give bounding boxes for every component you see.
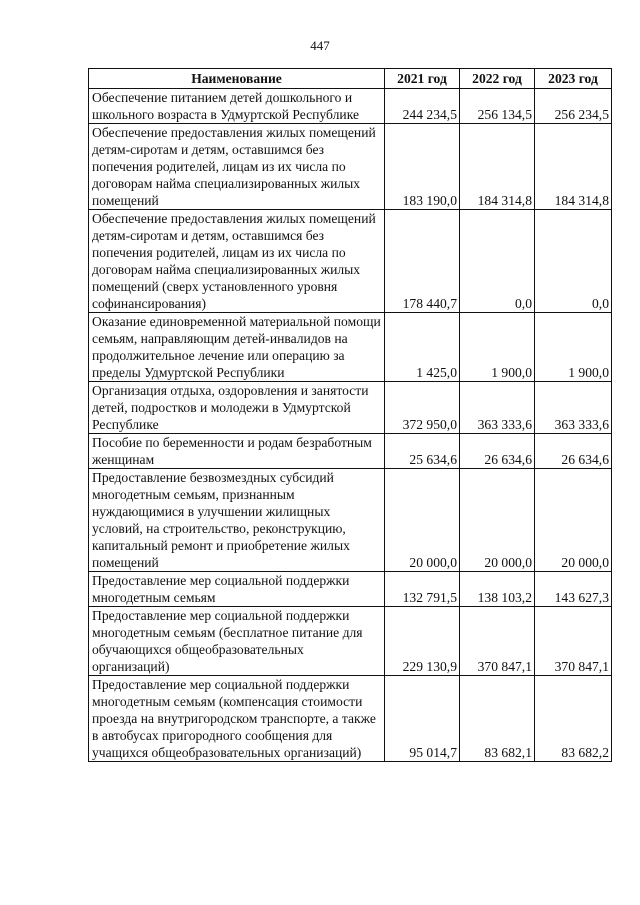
row-name: Обеспечение предоставления жилых помещений детям-сиротам и детям, оставшимся без попечения родителей, лицам из их числа по договорам найма специализированных жилых помещений <box>89 124 385 210</box>
row-value-2023: 1 900,0 <box>535 313 612 382</box>
row-name: Пособие по беременности и родам безработным женщинам <box>89 434 385 469</box>
row-value-2022: 363 333,6 <box>460 382 535 434</box>
row-value-2021: 132 791,5 <box>385 572 460 607</box>
row-value-2021: 183 190,0 <box>385 124 460 210</box>
table-header-row <box>89 69 612 89</box>
row-value-2021: 244 234,5 <box>385 89 460 124</box>
header-name: Наименование <box>89 69 385 89</box>
row-value-2022: 184 314,8 <box>460 124 535 210</box>
row-value-2021: 178 440,7 <box>385 210 460 313</box>
row-value-2021: 95 014,7 <box>385 676 460 762</box>
row-value-2023: 370 847,1 <box>535 607 612 676</box>
table-row <box>89 434 612 469</box>
table-row <box>89 572 612 607</box>
row-value-2023: 26 634,6 <box>535 434 612 469</box>
row-value-2022: 370 847,1 <box>460 607 535 676</box>
page-number: 447 <box>310 38 330 53</box>
row-value-2022: 20 000,0 <box>460 469 535 572</box>
table-row <box>89 313 612 382</box>
row-value-2021: 1 425,0 <box>385 313 460 382</box>
row-name: Обеспечение предоставления жилых помещений детям-сиротам и детям, оставшимся без попечения родителей, лицам из их числа по договорам найма специализированных жилых помещений (сверх установленного уровня софинансирования) <box>89 210 385 313</box>
table-row <box>89 382 612 434</box>
table-row <box>89 210 612 313</box>
table-row <box>89 607 612 676</box>
row-name: Обеспечение питанием детей дошкольного и школьного возраста в Удмуртской Республике <box>89 89 385 124</box>
table-row <box>89 469 612 572</box>
table-row <box>89 124 612 210</box>
row-value-2023: 363 333,6 <box>535 382 612 434</box>
header-2021: 2021 год <box>385 69 460 89</box>
row-value-2023: 184 314,8 <box>535 124 612 210</box>
row-value-2023: 256 234,5 <box>535 89 612 124</box>
row-value-2023: 83 682,2 <box>535 676 612 762</box>
row-value-2022: 0,0 <box>460 210 535 313</box>
row-value-2021: 372 950,0 <box>385 382 460 434</box>
row-value-2021: 229 130,9 <box>385 607 460 676</box>
header-2022: 2022 год <box>460 69 535 89</box>
row-value-2021: 20 000,0 <box>385 469 460 572</box>
row-value-2022: 26 634,6 <box>460 434 535 469</box>
row-value-2022: 1 900,0 <box>460 313 535 382</box>
table-row <box>89 89 612 124</box>
row-name: Предоставление мер социальной поддержки многодетным семьям (бесплатное питание для обучающихся общеобразовательных организаций) <box>89 607 385 676</box>
row-name: Оказание единовременной материальной помощи семьям, направляющим детей-инвалидов на продолжительное лечение или операцию за пределы Удмуртской Республики <box>89 313 385 382</box>
row-value-2022: 83 682,1 <box>460 676 535 762</box>
row-name: Предоставление безвозмездных субсидий многодетным семьям, признанным нуждающимися в улучшении жилищных условий, на строительство, реконструкцию, капитальный ремонт и приобретение жилых помещений <box>89 469 385 572</box>
row-name: Предоставление мер социальной поддержки многодетным семьям <box>89 572 385 607</box>
row-value-2021: 25 634,6 <box>385 434 460 469</box>
budget-table <box>88 68 612 762</box>
row-value-2023: 143 627,3 <box>535 572 612 607</box>
row-value-2022: 256 134,5 <box>460 89 535 124</box>
row-name: Организация отдыха, оздоровления и занятости детей, подростков и молодежи в Удмуртской Республике <box>89 382 385 434</box>
row-name: Предоставление мер социальной поддержки многодетным семьям (компенсация стоимости проезда на внутригородском транспорте, а также в автобусах пригородного сообщения для учащихся общеобразовательных организаций) <box>89 676 385 762</box>
row-value-2023: 0,0 <box>535 210 612 313</box>
header-2023: 2023 год <box>535 69 612 89</box>
row-value-2022: 138 103,2 <box>460 572 535 607</box>
table-row <box>89 676 612 762</box>
row-value-2023: 20 000,0 <box>535 469 612 572</box>
